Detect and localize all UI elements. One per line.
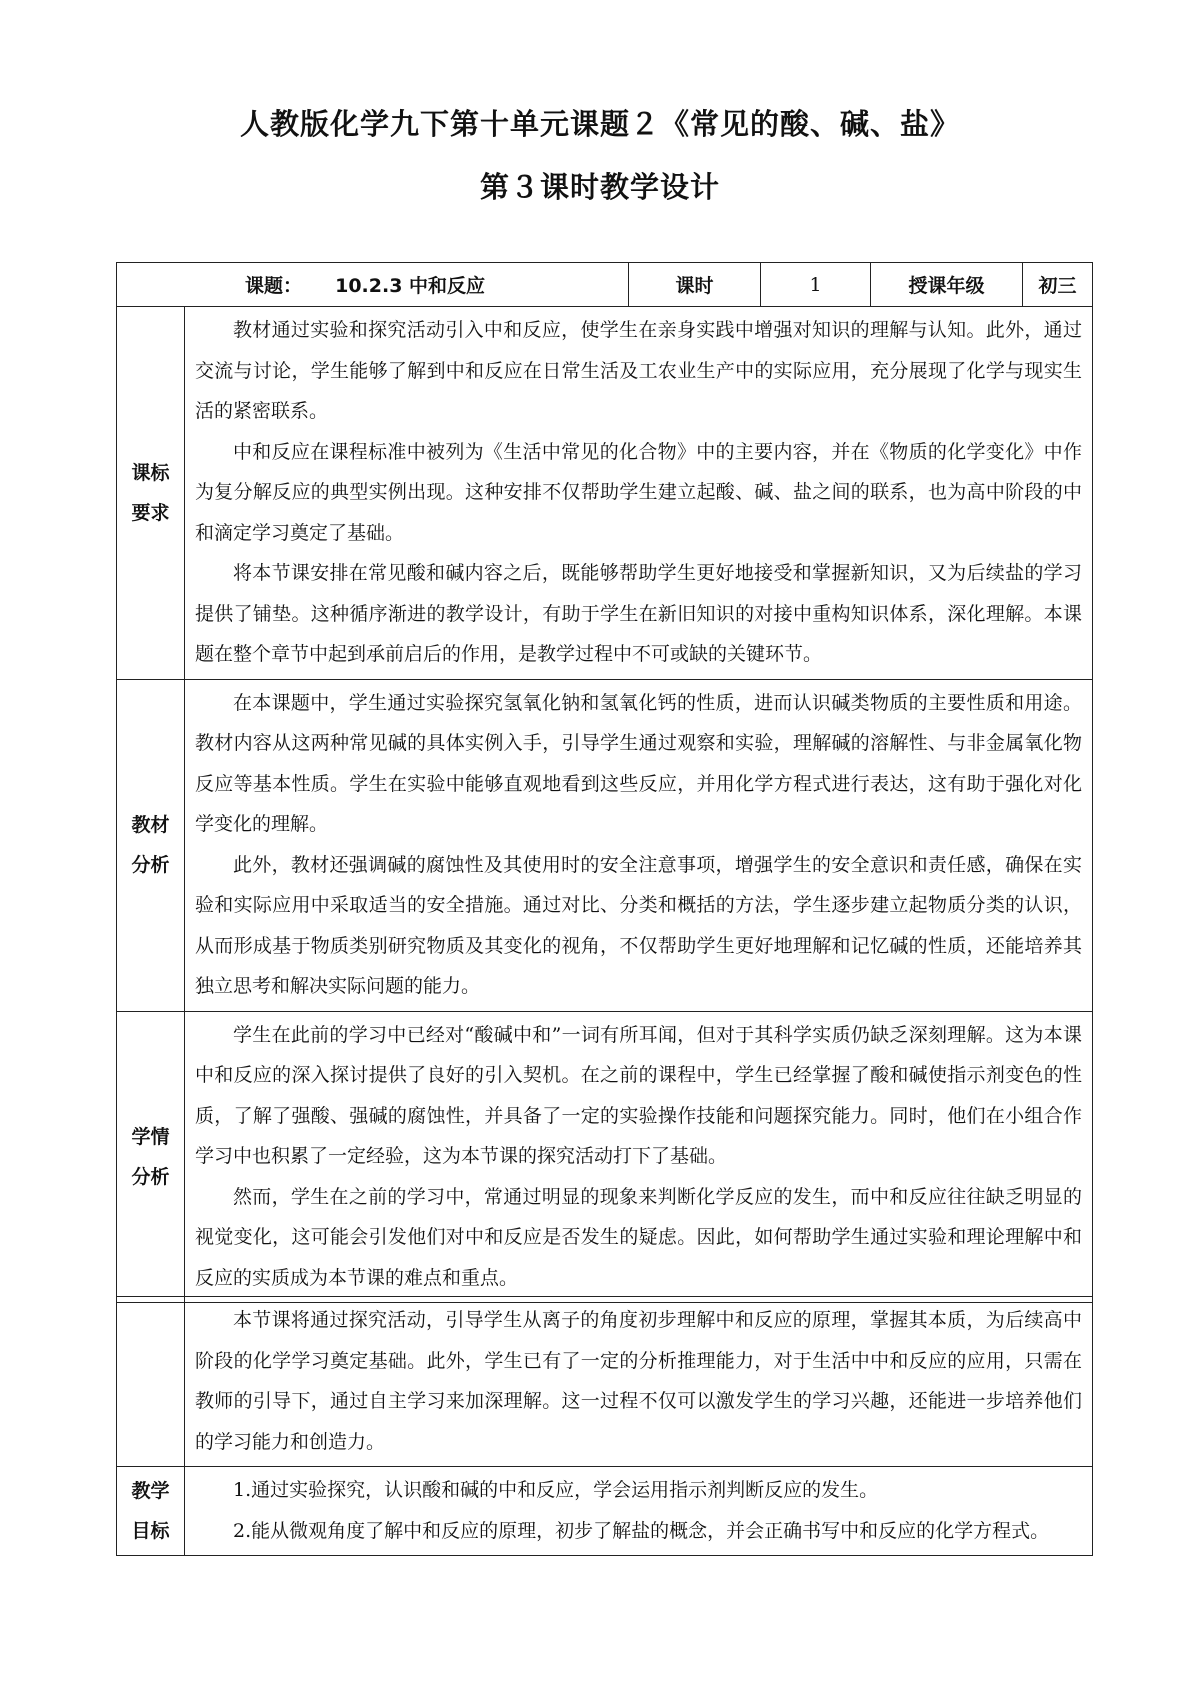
section-row [117, 1011, 1093, 1303]
section-label [117, 679, 185, 1011]
section-row [117, 679, 1093, 1011]
section-label [117, 1467, 185, 1556]
paragraph: 中和反应在课程标准中被列为《生活中常见的化合物》中的主要内容，并在《物质的化学变化》中作为复分解反应的典型实例出现。这种安排不仅帮助学生建立起酸、碱、盐之间的联系，也为高中阶段的中和滴定学习奠定了基础。 [195, 440, 1082, 544]
section-content [185, 307, 1093, 680]
paragraph: 然而，学生在之前的学习中，常通过明显的现象来判断化学反应的发生，而中和反应往往缺乏明显的视觉变化，这可能会引发他们对中和反应是否发生的疑虑。因此，如何帮助学生通过实验和理论理解中和反应的实质成为本节课的难点和重点。 [195, 1185, 1082, 1289]
topic-label: 课题： [245, 275, 303, 297]
section-content [185, 1297, 1093, 1467]
paragraph: 此外，教材还强调碱的腐蚀性及其使用时的安全注意事项，增强学生的安全意识和责任感，确保在实验和实际应用中采取适当的安全措施。通过对比、分类和概括的方法，学生逐步建立起物质分类的认识，从而形成基于物质类别研究物质及其变化的视角，不仅帮助学生更好地理解和记忆碱的性质，还能培养其独立思考和解决实际问题的能力。 [195, 853, 1082, 997]
paragraph: 将本节课安排在常见酸和碱内容之后，既能够帮助学生更好地接受和掌握新知识，又为后续盐的学习提供了铺垫。这种循序渐进的教学设计，有助于学生在新旧知识的对接中重构知识体系，深化理解。本课题在整个章节中起到承前启后的作用，是教学过程中不可或缺的关键环节。 [195, 562, 1082, 665]
paragraph: 在本课题中，学生通过实验探究氢氧化钠和氢氧化钙的性质，进而认识碱类物质的主要性质和用途。教材内容从这两种常见碱的具体实例入手，引导学生通过观察和实验，理解碱的溶解性、与非金属氧化物反应等基本性质。学生在实验中能够直观地看到这些反应，并用化学方程式进行表达，这有助于强化对化学变化的理解。 [195, 691, 1082, 835]
lesson-goals-table [116, 1296, 1093, 1556]
section-row [117, 307, 1093, 680]
section-label-line: 分析 [131, 854, 170, 876]
grade-value: 初三 [1023, 263, 1093, 307]
section-label [117, 307, 185, 680]
section-content [185, 1011, 1093, 1303]
section-label-line: 学情 [131, 1125, 170, 1148]
section-label [117, 1011, 185, 1303]
paragraph: 教材通过实验和探究活动引入中和反应，使学生在亲身实践中增强对知识的理解与认知。此外，通过交流与讨论，学生能够了解到中和反应在日常生活及工农业生产中的实际应用，充分展现了化学与现实生活的紧密联系。 [195, 319, 1082, 422]
section-row [117, 1467, 1093, 1556]
section-row [117, 1297, 1093, 1467]
topic-value: 10.2.3 中和反应 [335, 275, 486, 297]
paragraph: 本节课将通过探究活动，引导学生从离子的角度初步理解中和反应的原理，掌握其本质，为后续高中阶段的化学学习奠定基础。此外，学生已有了一定的分析推理能力，对于生活中中和反应的应用，只需在教师的引导下，通过自主学习来加深理解。这一过程不仅可以激发学生的学习兴趣，还能进一步培养他们的学习能力和创造力。 [195, 1309, 1082, 1453]
topic-cell [117, 263, 629, 307]
grade-label: 授课年级 [871, 263, 1023, 307]
section-label-line: 课标 [131, 461, 170, 484]
paragraph: 2.能从微观角度了解中和反应的原理，初步了解盐的概念，并会正确书写中和反应的化学方程式。 [233, 1519, 1050, 1542]
section-label [117, 1297, 185, 1467]
period-label: 课时 [629, 263, 761, 307]
section-label-line: 教学 [131, 1480, 170, 1502]
paragraph: 1.通过实验探究，认识酸和碱的中和反应，学会运用指示剂判断反应的发生。 [233, 1479, 879, 1501]
paragraph: 学生在此前的学习中已经对“酸碱中和”一词有所耳闻，但对于其科学实质仍缺乏深刻理解。这为本课中和反应的深入探讨提供了良好的引入契机。在之前的课程中，学生已经掌握了酸和碱使指示剂变色的性质，了解了强酸、强碱的腐蚀性，并具备了一定的实验操作技能和问题探究能力。同时，他们在小组合作学习中也积累了一定经验，这为本节课的探究活动打下了基础。 [195, 1023, 1082, 1167]
header-row [117, 263, 1093, 307]
period-value: 1 [761, 263, 871, 307]
section-label-line: 目标 [131, 1520, 170, 1542]
section-label-line: 要求 [131, 501, 170, 524]
document-subtitle: 第３课时教学设计 [479, 170, 720, 204]
section-label-line: 教材 [131, 814, 170, 836]
lesson-info-table [116, 262, 1093, 1303]
section-content [185, 1467, 1093, 1556]
section-label-line: 分析 [131, 1165, 170, 1188]
document-title: 人教版化学九下第十单元课题２《常见的酸、碱、盐》 [239, 107, 960, 141]
section-content [185, 679, 1093, 1011]
